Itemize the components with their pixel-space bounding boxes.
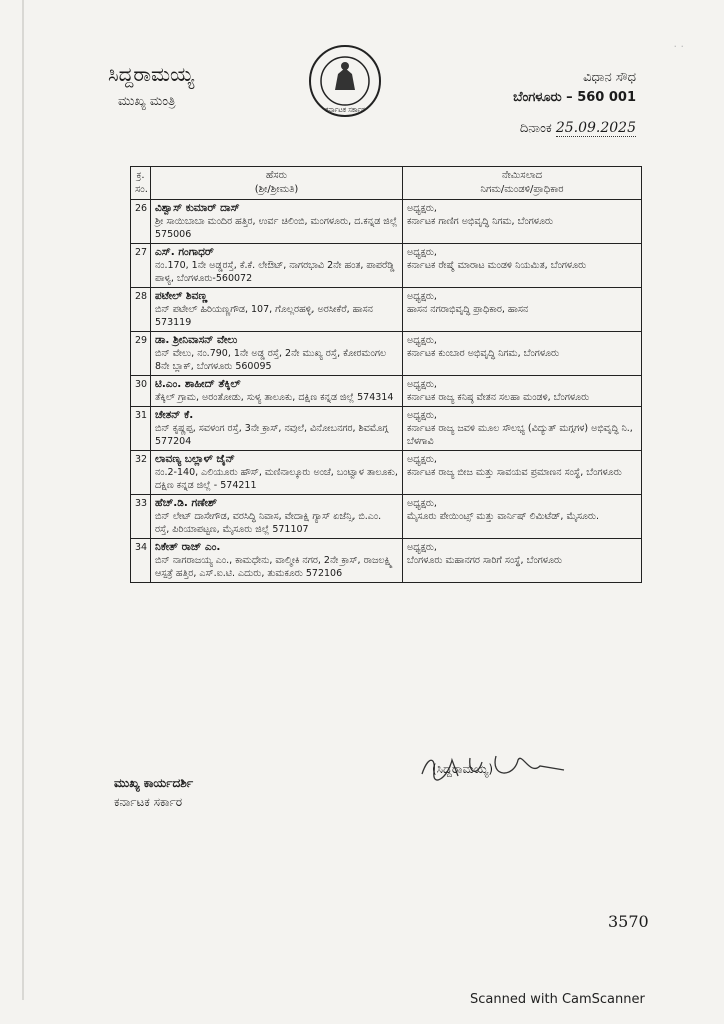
- header-role: ಮುಖ್ಯ ಮಂತ್ರಿ: [118, 94, 176, 109]
- organization-name: ಕರ್ನಾಟಕ ರಾಜ್ಯ ಬೀಜ ಮತ್ತು ಸಾವಯವ ಪ್ರಮಾಣನ ಸಂಸ್ಥೆ, ಬೆಂಗಳೂರು: [407, 467, 622, 478]
- post-title: ಅಧ್ಯಕ್ಷರು,: [407, 498, 437, 509]
- scan-mark: · ·: [673, 40, 684, 53]
- name-cell: [151, 451, 403, 495]
- appointment-cell: [403, 539, 642, 583]
- person-name: ಪಟೇಲ್ ಶಿವಣ್ಣ: [155, 290, 208, 302]
- organization-name: ಕರ್ನಾಟಕ ಕುಂಬಾರ ಅಭಿವೃದ್ಧಿ ನಿಗಮ, ಬೆಂಗಳೂರು: [407, 348, 560, 359]
- person-name: ಟಿ.ಎಂ. ಶಾಹೀದ್ ತೆಕ್ಕಿಲ್: [155, 378, 241, 390]
- name-cell: [151, 376, 403, 407]
- table-row: [131, 376, 642, 407]
- table-row: [131, 200, 642, 244]
- organization-name: ಕರ್ನಾಟಕ ರಾಜ್ಯ ಕನಿಷ್ಠ ವೇತನ ಸಲಹಾ ಮಂಡಳಿ, ಬೆಂಗಳೂರು: [407, 392, 590, 403]
- organization-name: ಹಾಸನ ನಗರಾಭಿವೃದ್ಧಿ ಪ್ರಾಧಿಕಾರ, ಹಾಸನ: [407, 304, 529, 315]
- serial-cell: 27: [131, 244, 151, 288]
- scanner-watermark: Scanned with CamScanner: [470, 992, 645, 1007]
- table-row: [131, 407, 642, 451]
- name-cell: [151, 407, 403, 451]
- serial-cell: 34: [131, 539, 151, 583]
- name-cell: [151, 288, 403, 332]
- appointment-cell: [403, 451, 642, 495]
- header-name: ಸಿದ್ದರಾಮಯ್ಯ: [108, 62, 195, 86]
- date-label: ದಿನಾಂಕ: [519, 121, 552, 136]
- paper-edge: [22, 0, 24, 1000]
- name-cell: [151, 332, 403, 376]
- person-name: ನಿಕೇತ್ ರಾಜ್ ಎಂ.: [155, 541, 221, 553]
- post-title: ಅಧ್ಯಕ್ಷರು,: [407, 542, 437, 553]
- person-address: ಬಿನ್ ಲೇಟ್ ದಾಸೇಗೌಡ, ವರಸಿದ್ಧಿ ನಿವಾಸ, ವೇದಾಕ್ಷಿ ಗ್ಯಾಸ್ ಏಜೆನ್ಸಿ, ಬಿ.ಎಂ. ರಸ್ತೆ, ಪಿರಿಯಾಪಟ್ಟಣ, ಮೈಸೂರು ಜಿಲ್ಲೆ 571107: [155, 511, 382, 535]
- serial-cell: 33: [131, 495, 151, 539]
- name-cell: [151, 539, 403, 583]
- appointment-cell: [403, 407, 642, 451]
- appointment-cell: [403, 332, 642, 376]
- person-name: ಎಸ್. ಗಂಗಾಧರ್: [155, 246, 214, 258]
- table-header-row: [131, 167, 642, 200]
- organization-name: ಬೆಂಗಳೂರು ಮಹಾನಗರ ಸಾರಿಗೆ ಸಂಸ್ಥೆ, ಬೆಂಗಳೂರು: [407, 555, 563, 566]
- organization-name: ಕರ್ನಾಟಕ ಗಾಣಿಗ ಅಭಿವೃದ್ಧಿ ನಿಗಮ, ಬೆಂಗಳೂರು: [407, 216, 554, 227]
- person-address: ತೆಕ್ಕಿಲ್ ಗ್ರಾಮ, ಅರಂತೋಡು, ಸುಳ್ಯ ತಾಲೂಕು, ದಕ್ಷಿಣ ಕನ್ನಡ ಜಿಲ್ಲೆ 574314: [155, 392, 394, 403]
- person-name: ವಿಶ್ವಾಸ್ ಕುಮಾರ್ ದಾಸ್: [155, 202, 240, 214]
- table-row: [131, 451, 642, 495]
- serial-cell: 31: [131, 407, 151, 451]
- person-address: ಬಿನ್ ನಾಗರಾಜಯ್ಯ ಎಂ., ಕಾಮಧೇನು, ವಾಲ್ಮೀಕಿ ನಗರ, 2ನೇ ಕ್ರಾಸ್, ರಾಜಲಕ್ಷ್ಮಿ ಆಸ್ಪತ್ರೆ ಹತ್ತಿರ, ಎಸ್.ಐ.ಟಿ. ಎದುರು, ತುಮಕೂರು 572106: [155, 555, 393, 579]
- post-title: ಅಧ್ಯಕ್ಷರು,: [407, 454, 437, 465]
- person-name: ಚೇತನ್ ಕೆ.: [155, 409, 194, 421]
- serial-cell: 30: [131, 376, 151, 407]
- table-row: [131, 288, 642, 332]
- header-date: [520, 120, 636, 136]
- appointment-cell: [403, 200, 642, 244]
- post-title: ಅಧ್ಯಕ್ಷರು,: [407, 379, 437, 390]
- serial-cell: 32: [131, 451, 151, 495]
- table-row: [131, 244, 642, 288]
- col-appointment-header: ನೇಮಿಸಲಾದ ನಿಗಮ/ಮಂಡಳಿ/ಪ್ರಾಧಿಕಾರ: [403, 167, 642, 200]
- post-title: ಅಧ್ಯಕ್ಷರು,: [407, 291, 437, 302]
- government-seal-icon: [308, 44, 382, 118]
- name-cell: [151, 200, 403, 244]
- person-name: ಹೆಚ್.ಡಿ. ಗಣೇಶ್: [155, 497, 218, 509]
- name-cell: [151, 495, 403, 539]
- person-address: ಬಿನ್ ವೇಲು, ನಂ.790, 1ನೇ ಅಡ್ಡ ರಸ್ತೆ, 2ನೇ ಮುಖ್ಯ ರಸ್ತೆ, ಕೋರಮಂಗಲ 8ನೇ ಬ್ಲಾಕ್, ಬೆಂಗಳೂರು 560095: [155, 348, 387, 372]
- person-address: ಶ್ರೀ ಸಾಯಿಬಾಬಾ ಮಂದಿರ ಹತ್ತಿರ, ಉರ್ವ ಚಿಲಿಂಬಿ, ಮಂಗಳೂರು, ದ.ಕನ್ನಡ ಜಿಲ್ಲೆ 575006: [155, 216, 398, 240]
- serial-cell: 29: [131, 332, 151, 376]
- page-number: 3570: [608, 912, 649, 931]
- post-title: ಅಧ್ಯಕ್ಷರು,: [407, 410, 437, 421]
- name-cell: [151, 244, 403, 288]
- recipient-title: ಮುಖ್ಯ ಕಾರ್ಯದರ್ಶಿ: [114, 776, 194, 790]
- appointment-cell: [403, 244, 642, 288]
- person-address: ನಂ.2-140, ಎಲಿಯೂರು ಹೌಸ್, ಮಣಿನಾಲ್ಕೂರು ಅಂಚೆ, ಬಂಟ್ವಾಳ ತಾಲೂಕು, ದಕ್ಷಿಣ ಕನ್ನಡ ಜಿಲ್ಲೆ - 574211: [155, 467, 398, 491]
- person-name: ಡಾ. ಶ್ರೀನಿವಾಸನ್ ವೇಲು: [155, 334, 238, 346]
- appointment-cell: [403, 288, 642, 332]
- recipient-org: ಕರ್ನಾಟಕ ಸರ್ಕಾರ: [114, 795, 183, 809]
- col-serial-header: ಕ್ರ. ಸಂ.: [131, 167, 151, 200]
- organization-name: ಮೈಸೂರು ಪೇಯಿಂಟ್ಸ್ ಮತ್ತು ವಾರ್ನಿಷ್ ಲಿಮಿಟೆಡ್, ಮೈಸೂರು.: [407, 511, 600, 522]
- organization-name: ಕರ್ನಾಟಕ ರೇಷ್ಮೆ ಮಾರಾಟ ಮಂಡಳಿ ನಿಯಮಿತ, ಬೆಂಗಳೂರು: [407, 260, 587, 271]
- person-name: ಲಾವಣ್ಯ ಬಲ್ಲಾಳ್ ಜೈನ್: [155, 453, 235, 465]
- person-address: ನಂ.170, 1ನೇ ಅಡ್ಡರಸ್ತೆ, ಕೆ.ಕೆ. ಲೇಔಟ್, ನಾಗರಭಾವಿ 2ನೇ ಹಂತ, ಪಾಪರೆಡ್ಡಿ ಪಾಳ್ಯ, ಬೆಂಗಳೂರು-560072: [155, 260, 395, 284]
- signature-name: (ಸಿದ್ದರಾಮಯ್ಯ): [432, 762, 494, 776]
- person-address: ಬಿನ್ ಕೃಷ್ಣಪ್ಪ, ಸವಳಂಗ ರಸ್ತೆ, 3ನೇ ಕ್ರಾಸ್, ನವುಲೆ, ವಿನೋಬನಗರ, ಶಿವಮೊಗ್ಗ 577204: [155, 423, 389, 447]
- header-place: ವಿಧಾನ ಸೌಧ: [583, 70, 636, 85]
- appointment-cell: [403, 376, 642, 407]
- organization-name: ಕರ್ನಾಟಕ ರಾಜ್ಯ ಜವಳಿ ಮೂಲ ಸೌಲಭ್ಯ (ವಿದ್ಯುತ್ ಮಗ್ಗಗಳ) ಅಭಿವೃದ್ಧಿ ನಿ., ಬೆಳಗಾವಿ: [407, 423, 633, 447]
- post-title: ಅಧ್ಯಕ್ಷರು,: [407, 335, 437, 346]
- person-address: ಬಿನ್ ಪಟೇಲ್ ಹಿರಿಯಣ್ಣಗೌಡ, 107, ಗೊಲ್ಲರಹಳ್ಳಿ, ಅರಸೀಕೆರೆ, ಹಾಸನ 573119: [155, 304, 373, 328]
- header-city: ಬೆಂಗಳೂರು – 560 001: [513, 90, 636, 105]
- table-row: [131, 539, 642, 583]
- table-row: [131, 495, 642, 539]
- svg-text:ಕರ್ನಾಟಕ ಸರ್ಕಾರ: ಕರ್ನಾಟಕ ಸರ್ಕಾರ: [325, 106, 365, 114]
- date-value: 25.09.2025: [555, 120, 636, 136]
- appointment-cell: [403, 495, 642, 539]
- appointments-table: [130, 166, 642, 583]
- post-title: ಅಧ್ಯಕ್ಷರು,: [407, 247, 437, 258]
- serial-cell: 28: [131, 288, 151, 332]
- serial-cell: 26: [131, 200, 151, 244]
- table-row: [131, 332, 642, 376]
- post-title: ಅಧ್ಯಕ್ಷರು,: [407, 203, 437, 214]
- col-name-header: ಹೆಸರು (ಶ್ರೀ/ಶ್ರೀಮತಿ): [151, 167, 403, 200]
